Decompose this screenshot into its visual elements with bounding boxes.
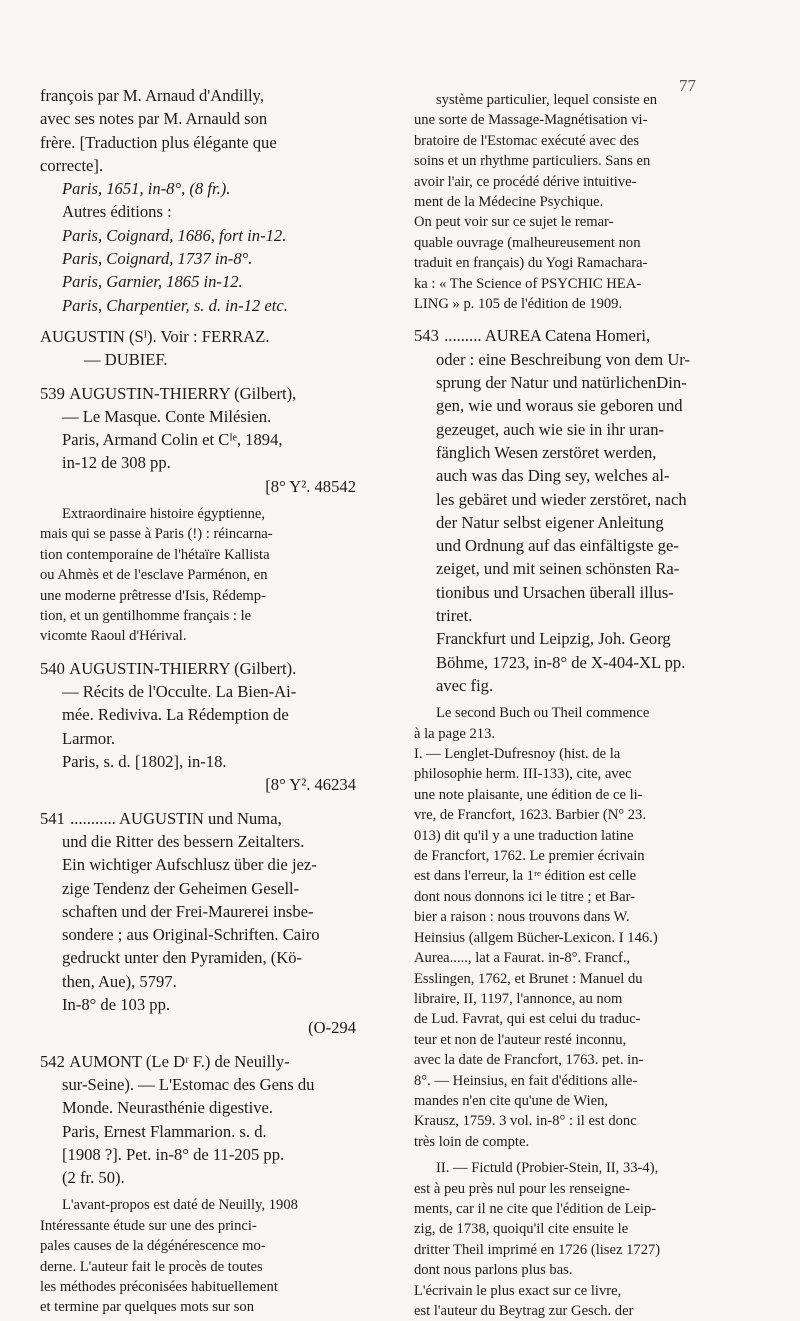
entry-line: fänglich Wesen zerstöret werden, [436,442,657,462]
note-line: très loin de compte. [414,1133,530,1150]
block-note [414,90,766,314]
note-line: dont nous donnons ici le titre ; et Bar- [414,888,636,905]
block-note [414,1158,766,1321]
note-line: et termine par quelques mots sur son [40,1299,254,1316]
note-line: tion, et un gentilhomme français : le [40,608,252,625]
note-line: bier a raison : nous trouvons dans W. [414,909,630,926]
entry-heading: ........... AUGUSTIN und Numa, [70,808,282,828]
note-line: de Francfort, 1762. Le premier écrivain [414,848,645,865]
entry-line: Franckfurt und Leipzig, Joh. Georg [436,629,671,649]
entry-line: Böhme, 1723, in-8° de X-404-XL pp. [436,652,686,672]
note-line: mais qui se passe à Paris (!) : réincarna- [40,526,273,543]
entry-line: sur-Seine). — L'Estomac des Gens du [62,1074,315,1094]
entry-line [40,382,386,405]
note-line: ou Ahmès et de l'esclave Parménon, en [40,567,268,584]
entry-line: oder : eine Beschreibung von dem Ur- [436,349,691,369]
block-note [40,1195,386,1317]
entry-line: Ein wichtiger Aufschlusz über die jez- [62,855,317,875]
entry-line: les gebäret und wieder zerstöret, nach [436,489,687,509]
note-line: ments, car il ne cite que l'édition de Leip- [414,1200,657,1217]
page-number: 77 [679,76,696,95]
imprint-line: Paris, Coignard, 1737 in-8°. [62,249,253,269]
note-line: est dans l'erreur, la 1ʳᵉ édition est celle [414,868,637,885]
entry-number: 539 [40,383,65,403]
cont-line: correcte]. [40,155,104,175]
entry-line: avec fig. [436,675,494,695]
block-entry [40,657,386,797]
note-line: mandes n'en cite qu'une de Wien, [414,1092,609,1109]
cont-line: françois par M. Arnaud d'Andilly, [40,86,265,105]
note-line: Esslingen, 1762, et Brunet : Manuel du [414,970,643,987]
entry-line [40,807,386,830]
imprint-line: Paris, 1651, in-8°, (8 fr.). [62,179,231,199]
entry-line: Larmor. [62,728,115,748]
note-line: ment de la Médecine Psychique. [414,194,604,211]
entry-line [40,657,386,680]
entry-number: 541 [40,808,65,828]
entry-line: [1908 ?]. Pet. in-8° de 11-205 pp. [62,1144,285,1164]
entry-line: gezeuget, auch wie sie in ihr uran- [436,419,665,439]
block-imprint [40,247,386,270]
note-line: avec la date de Francfort, 1763. pet. in- [414,1052,644,1069]
block-entry [40,1050,386,1190]
note-line: vre, de Francfort, 1623. Barbier (N° 23. [414,807,646,824]
block-cont [40,84,386,177]
entry-line: — Récits de l'Occulte. La Bien-Ai- [62,682,297,702]
note-line: philosophie herm. III-133), cite, avec [414,766,632,783]
note-line: On peut voir sur ce sujet le remar- [414,214,614,231]
imprint-line: Paris, Charpentier, s. d. in-12 etc. [62,295,288,315]
block-imprint [40,224,386,247]
note-line: est à peu près nul pour les renseigne- [414,1180,630,1197]
note-line: 8°. — Heinsius, en fait d'éditions alle- [414,1072,638,1089]
note-line: est l'auteur du Beytrag zur Gesch. der [414,1303,634,1319]
entry-line: triret. [436,606,473,626]
note-line: libraire, II, 1197, l'annonce, au nom [414,990,623,1007]
block-plain [40,200,386,223]
note-line: les méthodes préconisées habituellement [40,1279,278,1296]
note-line: II. — Fictuld (Probier-Stein, II, 33-4), [436,1160,659,1177]
entry-line: zeiget, und mit seinen schönsten Ra- [436,559,680,579]
imprint-line: Paris, Coignard, 1686, fort in-12. [62,225,287,245]
entry-number: 542 [40,1051,65,1071]
entry-heading: AUMONT (Le Dʳ F.) de Neuilly- [69,1051,290,1071]
note-line: 013) dit qu'il y a une traduction latine [414,827,634,844]
note-line: Intéressante étude sur une des princi- [40,1217,257,1234]
shelfmark: [8° Y². 48542 [265,476,356,496]
note-line: dritter Theil imprimé en 1726 (lisez 1727) [414,1241,661,1258]
entry-line: sondere ; aus Original-Schriften. Cairo [62,925,320,945]
note-line: L'écrivain le plus exact sur ce livre, [414,1282,622,1299]
note-line: tion contemporaine de l'hétaïre Kallista [40,546,270,563]
note-line: de Lud. Favrat, qui est celui du traduc- [414,1011,641,1028]
entry-heading: ......... AUREA Catena Homeri, [444,326,651,346]
note-line: quable ouvrage (malheureusement non [414,234,641,251]
entry-line: — Le Masque. Conte Milésien. [62,406,272,426]
entry-line: gen, wie und woraus sie geboren und [436,396,683,416]
note-line: LING » p. 105 de l'édition de 1909. [414,296,623,313]
entry-line: sprung der Natur und natürlichenDin- [436,373,687,393]
note-line: ka : « The Science of PSYCHIC HEA- [414,275,642,292]
block-xref [40,325,386,372]
entry-heading: AUGUSTIN-THIERRY (Gilbert), [69,383,297,403]
block-imprint [40,270,386,293]
entry-line: Paris, Armand Colin et Cᴵᵉ, 1894, [62,430,283,450]
note-line: Le second Buch ou Theil commence [436,705,650,722]
note-line: I. — Lenglet-Dufresnoy (hist. de la [414,746,621,763]
note-line: une note plaisante, une édition de ce li- [414,786,643,803]
note-line: traduit en français) du Yogi Ramachara- [414,255,648,272]
note-line: pales causes de la dégénérescence mo- [40,1238,266,1255]
block-entry [40,807,386,1040]
block-entry [40,382,386,498]
block-entry [414,324,766,697]
entry-line: tionibus und Ursachen überall illus- [436,582,674,602]
block-imprint [40,294,386,317]
note-line: bratoire de l'Estomac exécuté avec des [414,132,640,149]
note-line: zig, de 1738, quoiqu'il cite ensuite le [414,1221,629,1238]
shelfmark: (O-294 [308,1018,356,1038]
entry-line: In-8° de 103 pp. [62,995,171,1015]
entry-line: gedruckt unter den Pyramiden, (Kö- [62,948,303,968]
note-line: Aurea....., lat a Faurat. in-8°. Francf., [414,950,631,967]
note-line: Extraordinaire histoire égyptienne, [62,506,266,523]
left-column [40,84,386,1318]
note-line: L'avant-propos est daté de Neuilly, 1908 [62,1197,298,1214]
entry-line [40,1050,386,1073]
entry-line: auch was das Ding sey, welches al- [436,466,670,486]
note-line: soins et un rhythme particuliers. Sans en [414,153,651,170]
plain-line: Autres éditions : [62,202,172,222]
block-note [414,703,766,1152]
imprint-line: Paris, Garnier, 1865 in-12. [62,272,243,292]
entry-heading: AUGUSTIN-THIERRY (Gilbert). [69,658,297,678]
entry-line: zige Tendenz der Geheimen Gesell- [62,878,300,898]
block-note [40,504,386,647]
note-line: une moderne prêtresse d'Isis, Rédemp- [40,587,266,604]
entry-number: 540 [40,658,65,678]
entry-line: then, Aue), 5797. [62,971,177,991]
right-column [414,84,766,1321]
xref-line: — DUBIEF. [84,350,168,370]
entry-number: 543 [414,326,439,346]
note-line: vicomte Raoul d'Hérival. [40,628,187,645]
entry-line: und die Ritter des bessern Zeitalters. [62,831,305,851]
note-line: derne. L'auteur fait le procès de toutes [40,1258,263,1275]
entry-line: Monde. Neurasthénie digestive. [62,1098,274,1118]
note-line: système particulier, lequel consiste en [436,92,658,108]
entry-line: Paris, s. d. [1802], in-18. [62,752,227,772]
shelfmark: [8° Y². 46234 [265,775,356,795]
entry-line: (2 fr. 50). [62,1168,125,1188]
note-line: avoir l'air, ce procédé dérive intuitive- [414,173,637,190]
note-line: à la page 213. [414,725,496,742]
entry-line: Paris, Ernest Flammarion. s. d. [62,1121,267,1141]
cont-line: avec ses notes par M. Arnauld son [40,109,268,129]
entry-line: und Ordnung auf das einfältigste ge- [436,536,679,556]
cont-line: frère. [Traduction plus élégante que [40,132,277,152]
note-line: Krausz, 1759. 3 vol. in-8° : il est donc [414,1113,637,1130]
note-line: teur et non de l'auteur resté inconnu, [414,1031,627,1048]
entry-line [414,324,766,347]
block-imprint [40,177,386,200]
note-line: dont nous parlons plus bas. [414,1262,573,1279]
entry-line: in-12 de 308 pp. [62,453,171,473]
xref-line: AUGUSTIN (Sᴵ). Voir : FERRAZ. [40,326,270,346]
entry-line: schaften und der Frei-Maurerei insbe- [62,901,314,921]
entry-line: mée. Rediviva. La Rédemption de [62,705,289,725]
entry-line: der Natur selbst eigener Anleitung [436,512,664,532]
note-line: Heinsius (allgem Bücher-Lexicon. I 146.) [414,929,658,946]
note-line: une sorte de Massage-Magnétisation vi- [414,112,648,129]
